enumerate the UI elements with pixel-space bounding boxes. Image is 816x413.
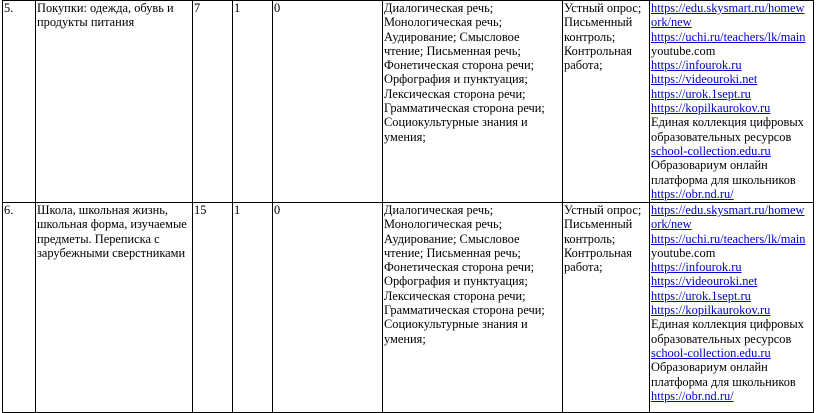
control-item: Устный опрос; [564, 1, 642, 15]
hours-practice-cell: 0 [273, 1, 383, 203]
uchi-link[interactable]: https://uchi.ru/teachers/lk/main [651, 231, 806, 246]
activity-item: умения; [384, 331, 426, 346]
control-item: Контрольная [564, 245, 632, 260]
activity-item: Лексическая сторона речи; [384, 86, 526, 101]
activity-item: Монологическая речь; [384, 15, 503, 30]
activity-item: Социокультурные знания и [384, 317, 528, 332]
collection-label-cont: образовательных ресурсов [651, 331, 792, 346]
hours-total-cell: 15 [193, 203, 233, 413]
obrazovarium-label-cont: платформа для школьников [651, 374, 796, 389]
activity-item: Аудирование; Смысловое [384, 231, 520, 246]
activity-item: Грамматическая сторона речи; [384, 101, 545, 116]
hours-practice-cell: 0 [273, 203, 383, 413]
videouroki-link[interactable]: https://videouroki.net [651, 72, 758, 87]
topic-cell: Покупки: одежда, обувь и продукты питания [36, 1, 193, 203]
topic-cell: Школа, школьная жизнь, школьная форма, изучаемые предметы. Переписка с зарубежными сверстниками [36, 203, 193, 413]
activity-item: Монологическая речь; [384, 217, 503, 232]
infourok-link[interactable]: https://infourok.ru [651, 260, 742, 275]
table-row [3, 203, 814, 413]
control-item: Письменный [564, 217, 633, 232]
obrazovarium-label-cont: платформа для школьников [651, 172, 796, 187]
table-row [3, 1, 814, 203]
control-item: работа; [564, 260, 603, 275]
obr-nd-link[interactable]: https://obr.nd.ru/ [651, 388, 734, 403]
urok-1sept-link[interactable]: https://urok.1sept.ru [651, 288, 751, 303]
hours-total-cell: 7 [193, 1, 233, 203]
school-collection-link[interactable]: school-collection.edu.ru [651, 345, 771, 360]
control-item: Письменный [564, 15, 633, 30]
videouroki-link[interactable]: https://videouroki.net [651, 274, 758, 289]
resources-cell [650, 1, 814, 203]
activity-item: Орфография и пунктуация; [384, 72, 528, 87]
obr-nd-link[interactable]: https://obr.nd.ru/ [651, 186, 734, 201]
obrazovarium-label: Образовариум онлайн [651, 158, 768, 173]
control-item: Контрольная [564, 43, 632, 58]
collection-label-cont: образовательных ресурсов [651, 129, 792, 144]
activity-item: Диалогическая речь; [384, 1, 494, 15]
skysmart-link[interactable]: https://edu.skysmart.ru/homew ork/new [651, 1, 805, 30]
row-number: 6. [3, 203, 36, 413]
collection-label: Единая коллекция цифровых [651, 115, 804, 130]
hours-control-cell: 1 [233, 1, 273, 203]
resources-cell [650, 203, 814, 413]
skysmart-link[interactable]: https://edu.skysmart.ru/homew ork/new [651, 203, 805, 232]
activity-item: чтение; Письменная речь; [384, 43, 521, 58]
kopilkaurokov-link[interactable]: https://kopilkaurokov.ru [651, 101, 771, 116]
curriculum-table [2, 0, 814, 413]
control-item: Устный опрос; [564, 203, 642, 217]
activity-item: Социокультурные знания и [384, 115, 528, 130]
activities-cell [383, 1, 563, 203]
activity-item: умения; [384, 129, 426, 144]
uchi-link[interactable]: https://uchi.ru/teachers/lk/main [651, 29, 806, 44]
control-item: контроль; [564, 29, 616, 44]
school-collection-link[interactable]: school-collection.edu.ru [651, 143, 771, 158]
activity-item: Грамматическая сторона речи; [384, 303, 545, 318]
kopilkaurokov-link[interactable]: https://kopilkaurokov.ru [651, 303, 771, 318]
control-item: работа; [564, 58, 603, 73]
control-item: контроль; [564, 231, 616, 246]
activities-cell [383, 203, 563, 413]
activity-item: Фонетическая сторона речи; [384, 260, 535, 275]
control-cell [563, 203, 650, 413]
hours-control-cell: 1 [233, 203, 273, 413]
row-number: 5. [3, 1, 36, 203]
activity-item: Фонетическая сторона речи; [384, 58, 535, 73]
infourok-link[interactable]: https://infourok.ru [651, 58, 742, 73]
control-cell [563, 1, 650, 203]
youtube-text: youtube.com [651, 43, 716, 58]
activity-item: Диалогическая речь; [384, 203, 494, 217]
youtube-text: youtube.com [651, 245, 716, 260]
activity-item: чтение; Письменная речь; [384, 245, 521, 260]
collection-label: Единая коллекция цифровых [651, 317, 804, 332]
activity-item: Орфография и пунктуация; [384, 274, 528, 289]
activity-item: Аудирование; Смысловое [384, 29, 520, 44]
obrazovarium-label: Образовариум онлайн [651, 360, 768, 375]
activity-item: Лексическая сторона речи; [384, 288, 526, 303]
urok-1sept-link[interactable]: https://urok.1sept.ru [651, 86, 751, 101]
